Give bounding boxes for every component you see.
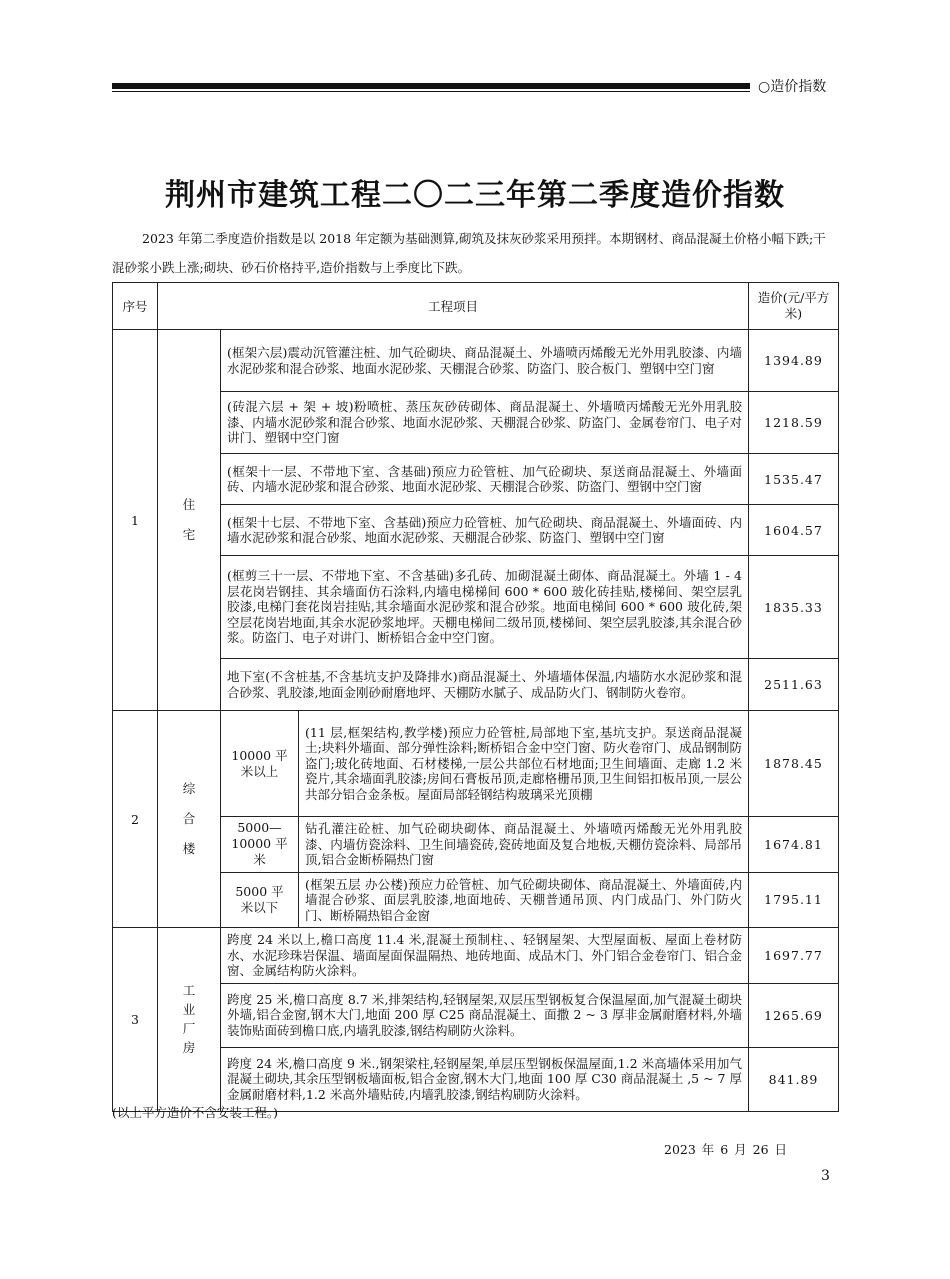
row-price: 1878.45 [749, 711, 839, 817]
row-subcategory: 5000—10000 平米 [221, 817, 299, 873]
header-rule-thick [112, 83, 750, 89]
table-row [113, 330, 839, 392]
cost-index-table [112, 282, 839, 1112]
intro-paragraph: 2023 年第二季度造价指数是以 2018 年定额为基础测算,砌筑及抹灰砂浆采用预拌。本期钢材、商品混凝土价格小幅下跌;干混砂浆小跌上涨;砌块、砂石价格持平,造价指数与上季度比下跌。 [112, 231, 826, 275]
row-price: 1697.77 [749, 928, 839, 984]
group-category: 住宅 [158, 330, 221, 711]
group-seq: 2 [113, 711, 158, 928]
row-description: (框架五层 办公楼)预应力砼管桩、加气砼砌块砌体、商品混凝土、外墙面砖,内墙混合砂浆、面层乳胶漆,地面地砖、天棚普通吊顶、内门成品门、外门防火门、断桥隔热铝合金窗 [299, 872, 749, 928]
group-seq: 1 [113, 330, 158, 711]
table-row [113, 928, 839, 984]
page-number: 3 [821, 1168, 830, 1184]
section-tag: ○造价指数 [758, 79, 827, 95]
row-description: (框架十一层、不带地下室、含基础)预应力砼管桩、加气砼砌块、泵送商品混凝土、外墙面砖、内墙水泥砂浆和混合砂浆、地面水泥砂浆、天棚混合砂浆、防盗门、塑钢中空门窗 [221, 454, 749, 505]
table-row [113, 392, 839, 454]
header-rule-thin [112, 91, 750, 92]
row-description: (11 层,框架结构,教学楼)预应力砼管桩,局部地下室,基坑支护。泵送商品混凝土;块料外墙面、部分弹性涂料;断桥铝合金中空门窗、防火卷帘门、成品钢制防盗门;玻化砖地面、石材楼梯,一层公共部位石材地面;卫生间墙面、走廊 1.2 米瓷片,其余墙面乳胶漆;房间石膏板吊顶,走廊格栅吊顶,卫生间铝扣板吊顶,一层公共部分铝合金条板。屋面局部轻钢结构玻璃采光顶棚 [299, 711, 749, 817]
table-row [113, 1047, 839, 1111]
row-subcategory: 10000 平米以上 [221, 711, 299, 817]
row-price: 1535.47 [749, 454, 839, 505]
group-category: 工业厂房 [158, 928, 221, 1112]
header-item: 工程项目 [158, 283, 749, 330]
row-description: (框剪三十一层、不带地下室、不含基础)多孔砖、加砌混凝土砌体、商品混凝土。外墙 1 - 4 层花岗岩钢挂、其余墙面仿石涂料,内墙电梯梯间 600 * 600 玻化砖挂贴,楼梯间、架空层乳胶漆,电梯门套花岗岩挂贴,其余墙面水泥砂浆和混合砂浆。地面电梯间 600 * 600 玻化砖,架空层花岗岩地面,其余水泥砂浆地坪。天棚电梯间二级吊顶,楼梯间、架空层乳胶漆,其余混合砂浆。防盗门、电子对讲门、断桥铝合金中空门窗。 [221, 556, 749, 659]
row-price: 1795.11 [749, 872, 839, 928]
publish-date: 2023 年 6 月 26 日 [664, 1142, 788, 1157]
row-description: (框架六层)震动沉管灌注桩、加气砼砌块、商品混凝土、外墙喷丙烯酸无光外用乳胶漆、内墙水泥砂浆和混合砂浆、地面水泥砂浆、天棚混合砂浆、防盗门、胶合板门、塑钢中空门窗 [221, 330, 749, 392]
footnote: (以上平方造价不含安装工程。) [112, 1105, 279, 1120]
row-price: 1265.69 [749, 983, 839, 1047]
table-row [113, 505, 839, 556]
row-description: 跨度 25 米,檐口高度 8.7 米,排架结构,轻钢屋架,双层压型钢板复合保温屋面,加气混凝土砌块外墙,铝合金窗,钢木大门,地面 200 厚 C25 商品混凝土、面撒 2 ~ 3 厚非金属耐磨材料,外墙装饰贴面砖到檐口底,内墙乳胶漆,钢结构刷防火涂料。 [221, 983, 749, 1047]
row-price: 841.89 [749, 1047, 839, 1111]
group-seq: 3 [113, 928, 158, 1112]
row-price: 1218.59 [749, 392, 839, 454]
row-price: 1835.33 [749, 556, 839, 659]
row-description: 跨度 24 米以上,檐口高度 11.4 米,混凝土预制柱、、轻钢屋架、大型屋面板、屋面上卷材防水、水泥珍珠岩保温、墙面屋面保温隔热、地砖地面、成品木门、外门铝合金卷帘门、铝合金窗、金属结构防火涂料。 [221, 928, 749, 984]
row-description: 跨度 24 米,檐口高度 9 米.,钢架梁柱,轻钢屋架,单层压型钢板保温屋面,1.2 米高墙体采用加气混凝土砌块,其余压型钢板墙面板,铝合金窗,钢木大门,地面 100 厚 C30 商品混凝土 ,5 ~ 7 厚金属耐磨材料,1.2 米高外墙贴砖,内墙乳胶漆,钢结构刷防火涂料。 [221, 1047, 749, 1111]
table-row [113, 711, 839, 817]
table-row [113, 817, 839, 873]
table-row [113, 556, 839, 659]
table-row [113, 872, 839, 928]
header-price: 造价(元/平方米) [749, 283, 839, 330]
row-description: 钻孔灌注砼桩、加气砼砌块砌体、商品混凝土、外墙喷丙烯酸无光外用乳胶漆、内墙仿瓷涂料、卫生间墙瓷砖,瓷砖地面及复合地板,天棚仿瓷涂料、局部吊顶,铝合金断桥隔热门窗 [299, 817, 749, 873]
table-row [113, 983, 839, 1047]
row-subcategory: 5000 平米以下 [221, 872, 299, 928]
row-price: 2511.63 [749, 659, 839, 711]
table-row [113, 659, 839, 711]
row-description: (框架十七层、不带地下室、含基础)预应力砼管桩、加气砼砌块、商品混凝土、外墙面砖、内墙水泥砂浆和混合砂浆、地面水泥砂浆、天棚混合砂浆、防盗门、塑钢中空门窗 [221, 505, 749, 556]
row-price: 1674.81 [749, 817, 839, 873]
table-row [113, 454, 839, 505]
row-price: 1394.89 [749, 330, 839, 392]
row-description: 地下室(不含桩基,不含基坑支护及降排水)商品混凝土、外墙墙体保温,内墙防水水泥砂浆和混合砂浆、乳胶漆,地面金刚砂耐磨地坪、天棚防水腻子、成品防火门、钢制防火卷帘。 [221, 659, 749, 711]
header-seq: 序号 [113, 283, 158, 330]
page-title: 荆州市建筑工程二〇二三年第二季度造价指数 [165, 178, 785, 214]
table-header-row [113, 283, 839, 330]
row-description: (砖混六层 + 架 + 坡)粉喷桩、蒸压灰砂砖砌体、商品混凝土、外墙喷丙烯酸无光外用乳胶漆、内墙水泥砂浆和混合砂浆、地面水泥砂浆、天棚混合砂浆、防盗门、金属卷帘门、电子对讲门、塑钢中空门窗 [221, 392, 749, 454]
row-price: 1604.57 [749, 505, 839, 556]
group-category: 综合楼 [158, 711, 221, 928]
